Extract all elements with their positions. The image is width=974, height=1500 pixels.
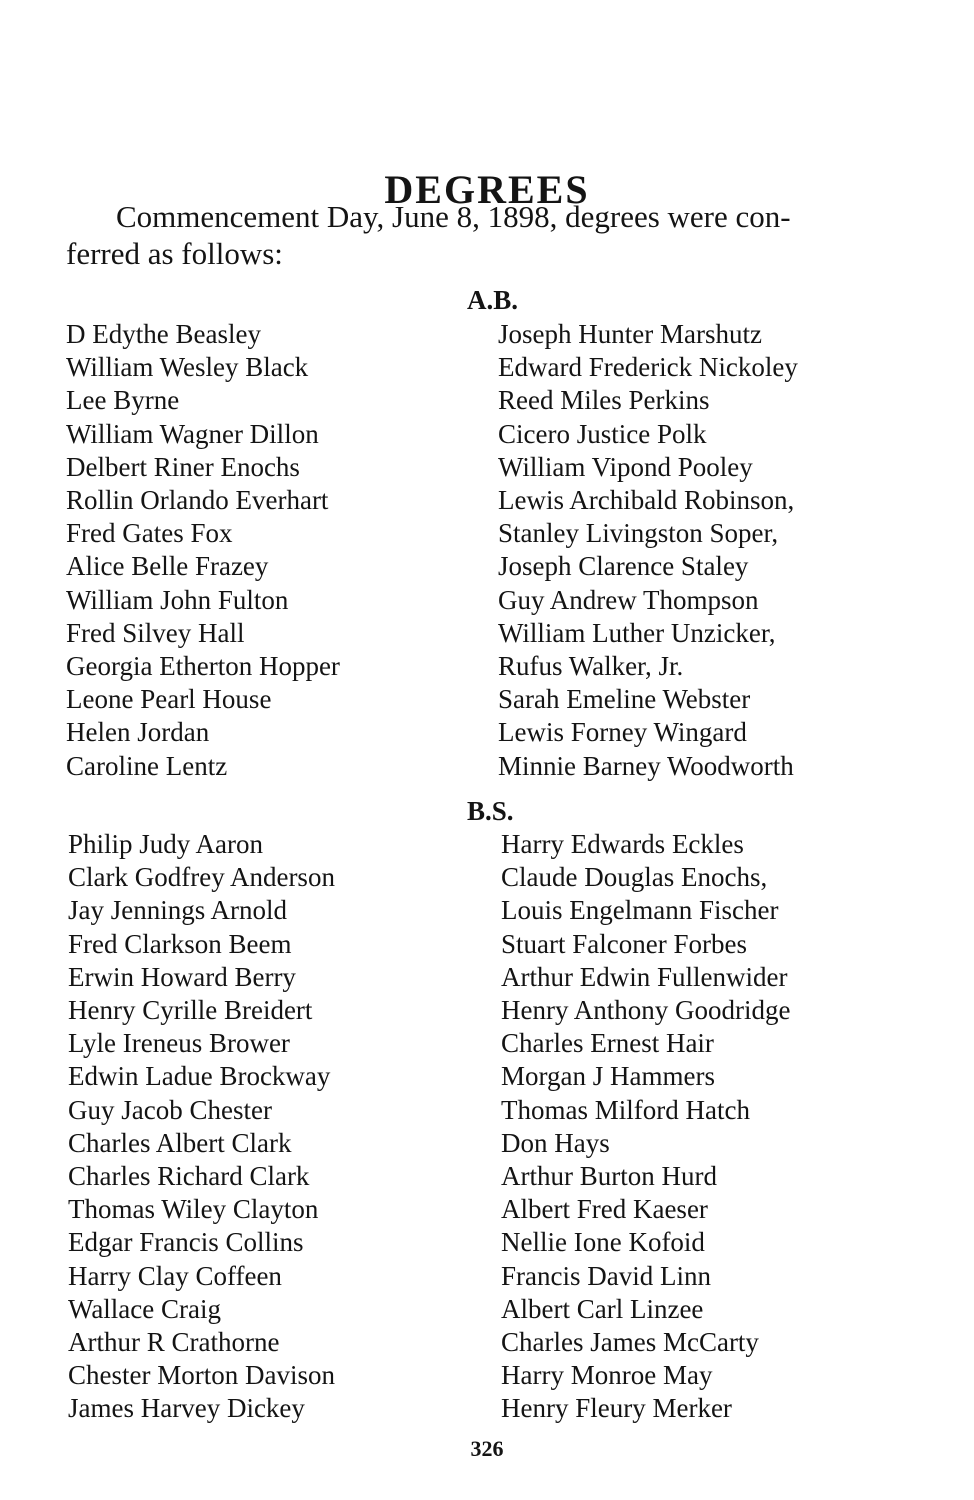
graduate-name: Fred Silvey Hall [66, 617, 245, 648]
graduate-name: Charles Albert Clark [68, 1127, 292, 1158]
graduate-name: William Vipond Pooley [498, 451, 753, 482]
section-label-ab: A.B. [467, 285, 519, 315]
graduate-name: William Luther Unzicker, [498, 617, 776, 648]
graduate-name: Henry Fleury Merker [501, 1393, 732, 1424]
graduate-name: Fred Clarkson Beem [68, 928, 292, 959]
graduate-name: James Harvey Dickey [68, 1393, 305, 1424]
graduate-name: Joseph Hunter Marshutz [498, 319, 762, 349]
graduate-name: Reed Miles Perkins [498, 385, 710, 416]
graduate-name: Arthur Edwin Fullenwider [501, 961, 788, 992]
graduate-name: Claude Douglas Enochs, [501, 862, 768, 893]
section-label-bs: B.S. [467, 796, 514, 826]
graduate-name: Stanley Livingston Soper, [498, 518, 779, 549]
graduate-name: Fred Gates Fox [66, 518, 233, 549]
graduate-name: Lewis Archibald Robinson, [498, 485, 795, 516]
intro-line-1: Commencement Day, June 8, 1898, degrees were con- [116, 199, 791, 234]
bs-names-left [68, 828, 335, 1426]
page-number: 326 [470, 1436, 504, 1461]
graduate-name: Erwin Howard Berry [68, 961, 296, 992]
graduate-name: Delbert Riner Enochs [66, 451, 300, 482]
graduate-name: Guy Jacob Chester [68, 1094, 272, 1125]
graduate-name: William Wagner Dillon [66, 418, 319, 449]
ab-names-left [66, 318, 340, 783]
graduate-name: Arthur Burton Hurd [501, 1161, 717, 1192]
page-title: DEGREES [384, 166, 590, 212]
graduate-name: Henry Anthony Goodridge [501, 995, 791, 1026]
ab-names-right [498, 318, 798, 783]
graduate-name: Caroline Lentz [66, 750, 228, 781]
graduate-name: Edwin Ladue Brockway [68, 1061, 331, 1092]
graduate-name: Nellie Ione Kofoid [501, 1227, 705, 1258]
graduate-name: Harry Monroe May [501, 1360, 713, 1391]
graduate-name: Sarah Emeline Webster [498, 684, 751, 715]
graduate-name: Lyle Ireneus Brower [68, 1028, 290, 1059]
graduate-name: Charles Ernest Hair [501, 1028, 714, 1059]
graduate-name: D Edythe Beasley [66, 319, 261, 349]
intro-line-2: ferred as follows: [66, 236, 283, 271]
graduate-name: William John Fulton [66, 584, 289, 615]
graduate-name: Minnie Barney Woodworth [498, 750, 794, 781]
graduate-name: Francis David Linn [501, 1260, 711, 1291]
graduate-name: Morgan J Hammers [501, 1061, 715, 1092]
graduate-name: Philip Judy Aaron [68, 829, 264, 859]
intro-paragraph [66, 198, 926, 272]
graduate-name: Albert Carl Linzee [501, 1293, 704, 1324]
graduate-name: William Wesley Black [66, 352, 309, 383]
graduate-name: Stuart Falconer Forbes [501, 928, 747, 959]
graduate-name: Thomas Wiley Clayton [68, 1194, 319, 1225]
graduate-name: Guy Andrew Thompson [498, 584, 759, 615]
graduate-name: Albert Fred Kaeser [501, 1194, 708, 1225]
graduate-name: Cicero Justice Polk [498, 418, 707, 449]
graduate-name: Harry Edwards Eckles [501, 829, 744, 859]
graduate-name: Henry Cyrille Breidert [68, 995, 313, 1026]
graduate-name: Helen Jordan [66, 717, 210, 748]
graduate-name: Rollin Orlando Everhart [66, 485, 329, 516]
graduate-name: Don Hays [501, 1127, 610, 1158]
graduate-name: Leone Pearl House [66, 684, 272, 715]
graduate-name: Edgar Francis Collins [68, 1227, 304, 1258]
graduate-name: Louis Engelmann Fischer [501, 895, 779, 926]
graduate-name: Chester Morton Davison [68, 1360, 335, 1391]
graduate-name: Charles Richard Clark [68, 1161, 310, 1192]
graduate-name: Joseph Clarence Staley [498, 551, 749, 582]
graduate-name: Lewis Forney Wingard [498, 717, 747, 748]
bs-names-right [501, 828, 790, 1426]
graduate-name: Arthur R Crathorne [68, 1327, 280, 1358]
graduate-name: Georgia Etherton Hopper [66, 651, 340, 682]
graduate-name: Thomas Milford Hatch [501, 1094, 750, 1125]
graduate-name: Lee Byrne [66, 385, 180, 416]
graduate-name: Alice Belle Frazey [66, 551, 269, 582]
graduate-name: Charles James McCarty [501, 1327, 759, 1358]
graduate-name: Rufus Walker, Jr. [498, 651, 684, 682]
graduate-name: Jay Jennings Arnold [68, 895, 287, 926]
graduate-name: Wallace Craig [68, 1293, 221, 1324]
graduate-name: Harry Clay Coffeen [68, 1260, 282, 1291]
graduate-name: Edward Frederick Nickoley [498, 352, 798, 383]
graduate-name: Clark Godfrey Anderson [68, 862, 335, 893]
